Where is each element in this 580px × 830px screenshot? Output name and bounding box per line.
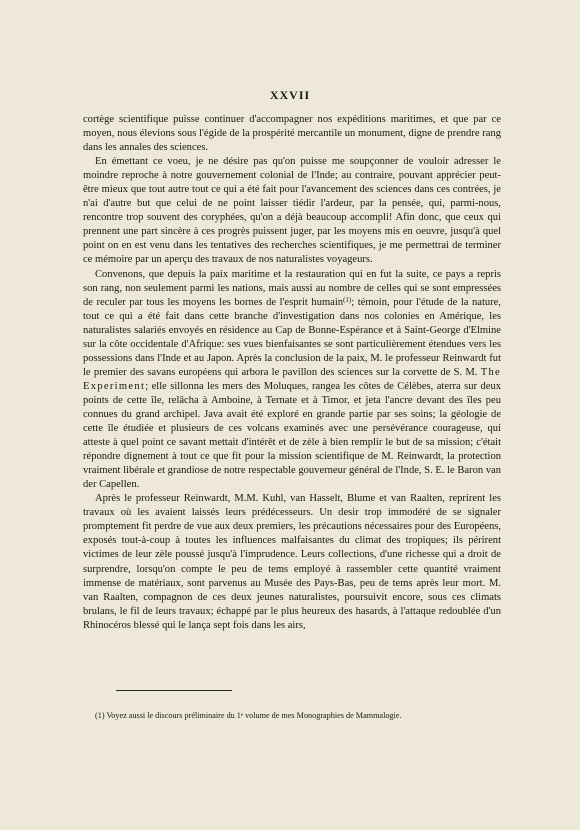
paragraph-2: En émettant ce voeu, je ne désire pas qu'on puisse me soupçonner de vouloir adresser le moindre reproche à notre gouvernement colonial de l'Inde; au contraire, pouvant apprécier peut-être mieux que tout autre tout ce qui a été fait pour l'avancement des sciences dans ces contrées, je n'ai d'autre but que celui de ne point laisser tiédir l'ardeur, par la pensée, qui, parmi-nous, rencontre trop souvent des coryphées, qu'on a déjà beaucoup accompli! Afin donc, que ceux qui prennent une part sincère à ces progrès puissent juger, par les moyens mis en oeuvre, jusqu'à quel point on en est venu dans les tentatives des recherches scientifiques, je me permettrai de terminer ce mémoire par un aperçu des travaux de nos naturalistes voyageurs. — [83, 156, 501, 266]
paragraph-4: Après le professeur Reinwardt, M.M. Kuhl, van Hasselt, Blume et van Raalten, reprirent les travaux où les avaient laissés leurs prédécesseurs. Un desir trop immodéré de se signaler promptement fit perdre de vue aux deux premiers, les précautions nécessaires pour des Européens, exposés tout-à-coup à toutes les influences malfaisantes du climat des tropiques; ils périrent victimes de leur zèle poussé jusqu'à l'imprudence. Leurs collections, d'une richesse qui a droit de surprendre, lorsqu'on compte le peu de tems employé à rassembler cette quantité vraiment immense de matériaux, sont parvenus au Musée des Pays-Bas, peu de tems après leur mort. M. van Raalten, compagnon de ces deux jeunes naturalistes, poursuivit encore, sous ces climats brulans, le fil de leurs travaux; échappé par le plus heureux des hasards, à l'attaque redoublée d'un Rhinocéros blessé qui le lança sept fois dans les airs, — [83, 493, 501, 631]
paragraph-3 — [83, 268, 501, 493]
footnote: (1) Voyez aussi le discours préliminaire du 1ᵉ volume de mes Monographies de Mammalogie. — [95, 711, 402, 720]
paragraph-3-part-1: Convenons, que depuis la paix maritime et la restauration qui en fut la suite, ce pays a repris son rang, non seulement parmi les nations, mais aussi au nombre de celles qui se sont empressées de reculer par tous les moyens les bornes de l'esprit humain — [83, 268, 501, 308]
footnote-divider — [116, 690, 232, 691]
paragraph-3-part-3: ; elle sillonna les mers des Moluques, rangea les côtes de Célèbes, aterra sur deux points de cette île, relâcha à Amboine, à Ternate et à Timor, et jeta l'ancre devant des îles peu connues du grand archipel. Java avait été exploré en grande partie par ses soins; la géologie de cette île étudiée et plusieurs de ces volcans examinés avec une persévérance courageuse, qui atteste à quel point ce savant mettait d'intérêt et de zèle à bien remplir le but de sa mission; c'était répondre dignement à tout ce que fit pour la mission scientifique de M. Reinwardt, la protection vraiment libérale et grandiose de notre respectable gouverneur général de l'Inde, S. E. le Baron van der Capellen. — [83, 380, 501, 491]
paragraph-1: cortège scientifique puisse continuer d'accompagner nos expéditions maritimes, et que par ce moyen, nous élevions sous l'égide de la prospérité mercantile un monument, digne de prendre rang dans les annales des sciences. — [83, 114, 501, 154]
body-text — [83, 113, 501, 633]
footnote-reference: (1) — [343, 295, 352, 304]
paragraph-3-part-2: ; témoin, pour l'étude de la nature, tout ce qui a été fait dans cette branche d'investigation dans nos colonies en Amérique, les naturalistes salariés envoyés en résidence au Cap de Bonne-Espérance et à Saint-George d'Elmine sur la côte occidentale d'Afrique: ses vues bienfaisantes se sont particulièrement étendues vers les possessions dans l'Inde et au Japon. Après la conclusion de la paix, M. le professeur Reinwardt fut le premier des savans européens qui arbora le pavillon des sciences sur la corvette de S. M. — [83, 296, 501, 378]
ship-name: The Experiment — [83, 366, 502, 392]
page-number: XXVII — [269, 88, 311, 102]
